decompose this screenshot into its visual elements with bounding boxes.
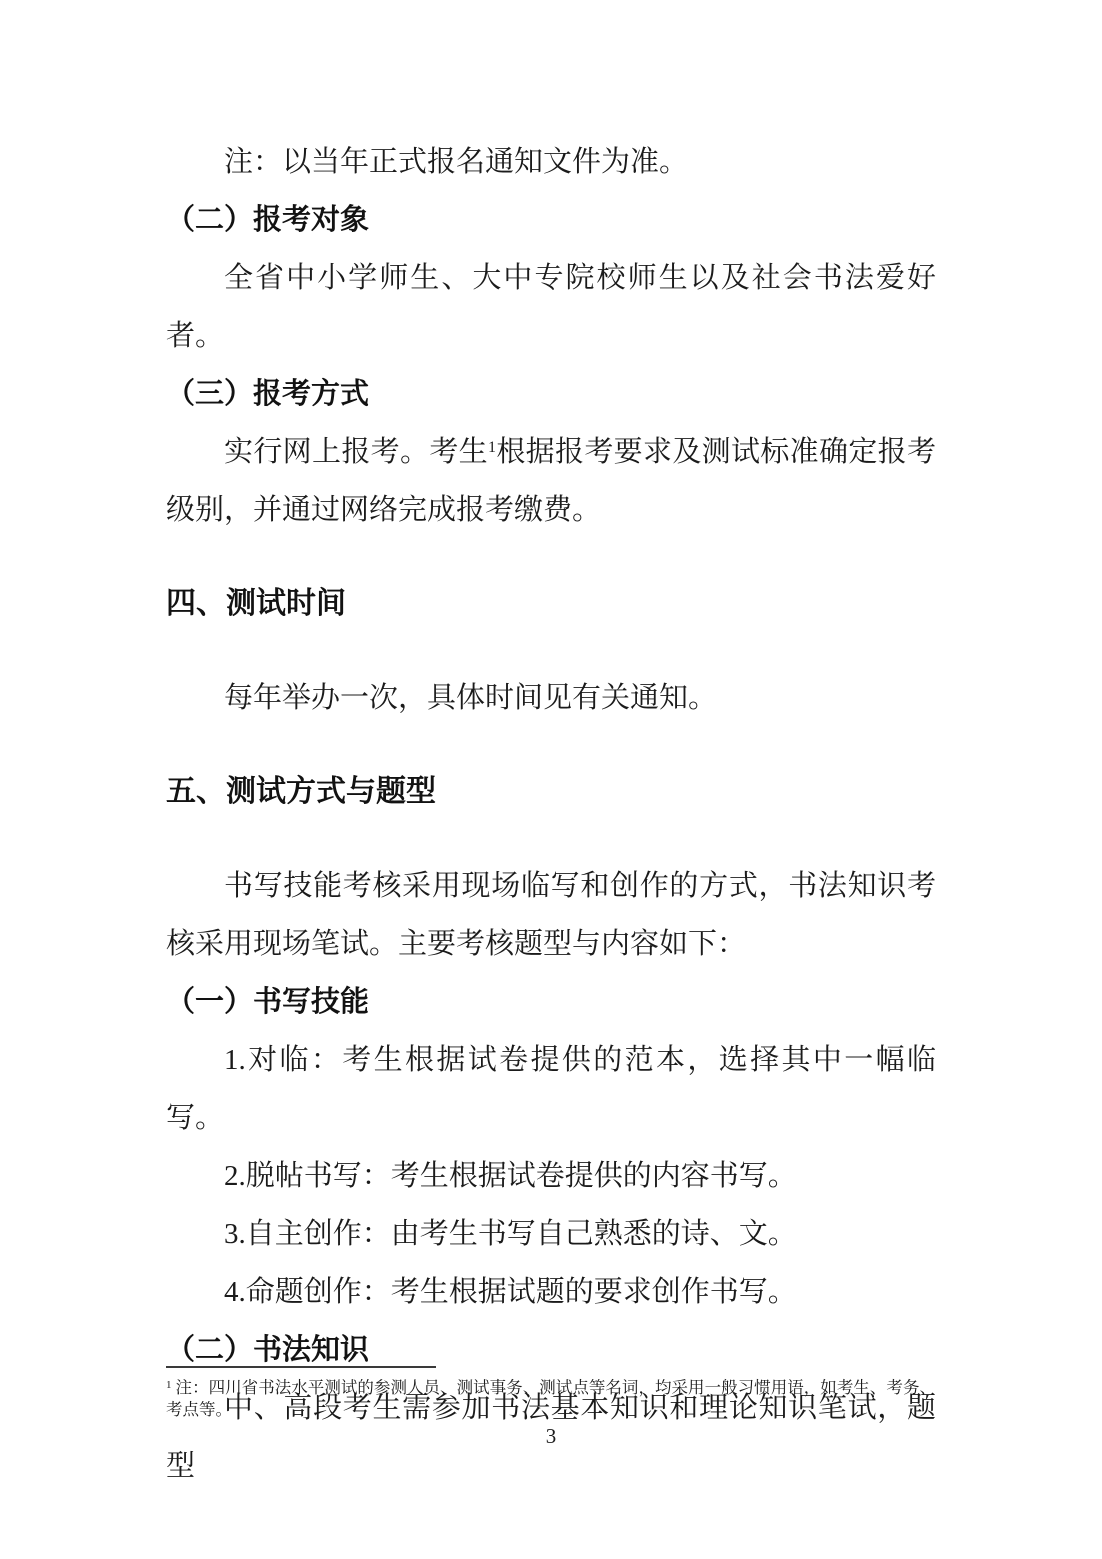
- section-3-paragraph: [166, 423, 936, 539]
- section-3-text-before-footnote-ref: 实行网上报考。考生: [224, 436, 488, 468]
- section-2-heading: （二）报考对象: [166, 204, 370, 236]
- page-content: [166, 133, 936, 1495]
- note-line: 注：以当年正式报名通知文件为准。: [224, 146, 689, 178]
- section-5-heading: 五、测试方式与题型: [166, 775, 436, 808]
- footnote-separator-line: [166, 1366, 436, 1368]
- footnote-text: [166, 1377, 936, 1421]
- writing-skill-item-4: 4.命题创作：考生根据试题的要求创作书写。: [224, 1276, 797, 1308]
- section-4-heading: 四、测试时间: [166, 587, 346, 620]
- writing-skill-item-3: 3.自主创作：由考生书写自己熟悉的诗、文。: [224, 1218, 797, 1250]
- writing-skill-item-1: 1.对临：考生根据试卷提供的范本，选择其中一幅临写。: [166, 1044, 936, 1134]
- section-3-text-after-footnote-ref: 根据报考要求及测试标准确定报考级别，并通过网络完成报考缴费。: [166, 436, 936, 526]
- footnote-body-text: 注：四川省书法水平测试的参测人员、测试事务、测试点等名词，均采用一般习惯用语，如考生、考务、考点等。: [166, 1378, 936, 1419]
- footnote-reference-mark: 1: [488, 439, 496, 456]
- section-4-paragraph: 每年举办一次，具体时间见有关通知。: [224, 682, 718, 714]
- section-5-sub-2-paragraph: 中、高段考生需参加书法基本知识和理论知识笔试，题型: [166, 1392, 936, 1482]
- footnote-marker: 1: [166, 1379, 172, 1391]
- footnote-area: [166, 1366, 936, 1421]
- section-3-heading: （三）报考方式: [166, 378, 370, 410]
- section-5-sub-2-heading: （二）书法知识: [166, 1334, 370, 1366]
- writing-skill-item-2: 2.脱帖书写：考生根据试卷提供的内容书写。: [224, 1160, 797, 1192]
- section-2-paragraph: 全省中小学师生、大中专院校师生以及社会书法爱好者。: [166, 262, 936, 352]
- section-5-intro-paragraph: 书写技能考核采用现场临写和创作的方式，书法知识考核采用现场笔试。主要考核题型与内容如下：: [166, 870, 936, 960]
- section-5-sub-1-heading: （一）书写技能: [166, 986, 370, 1018]
- page-number: 3: [545, 1424, 557, 1448]
